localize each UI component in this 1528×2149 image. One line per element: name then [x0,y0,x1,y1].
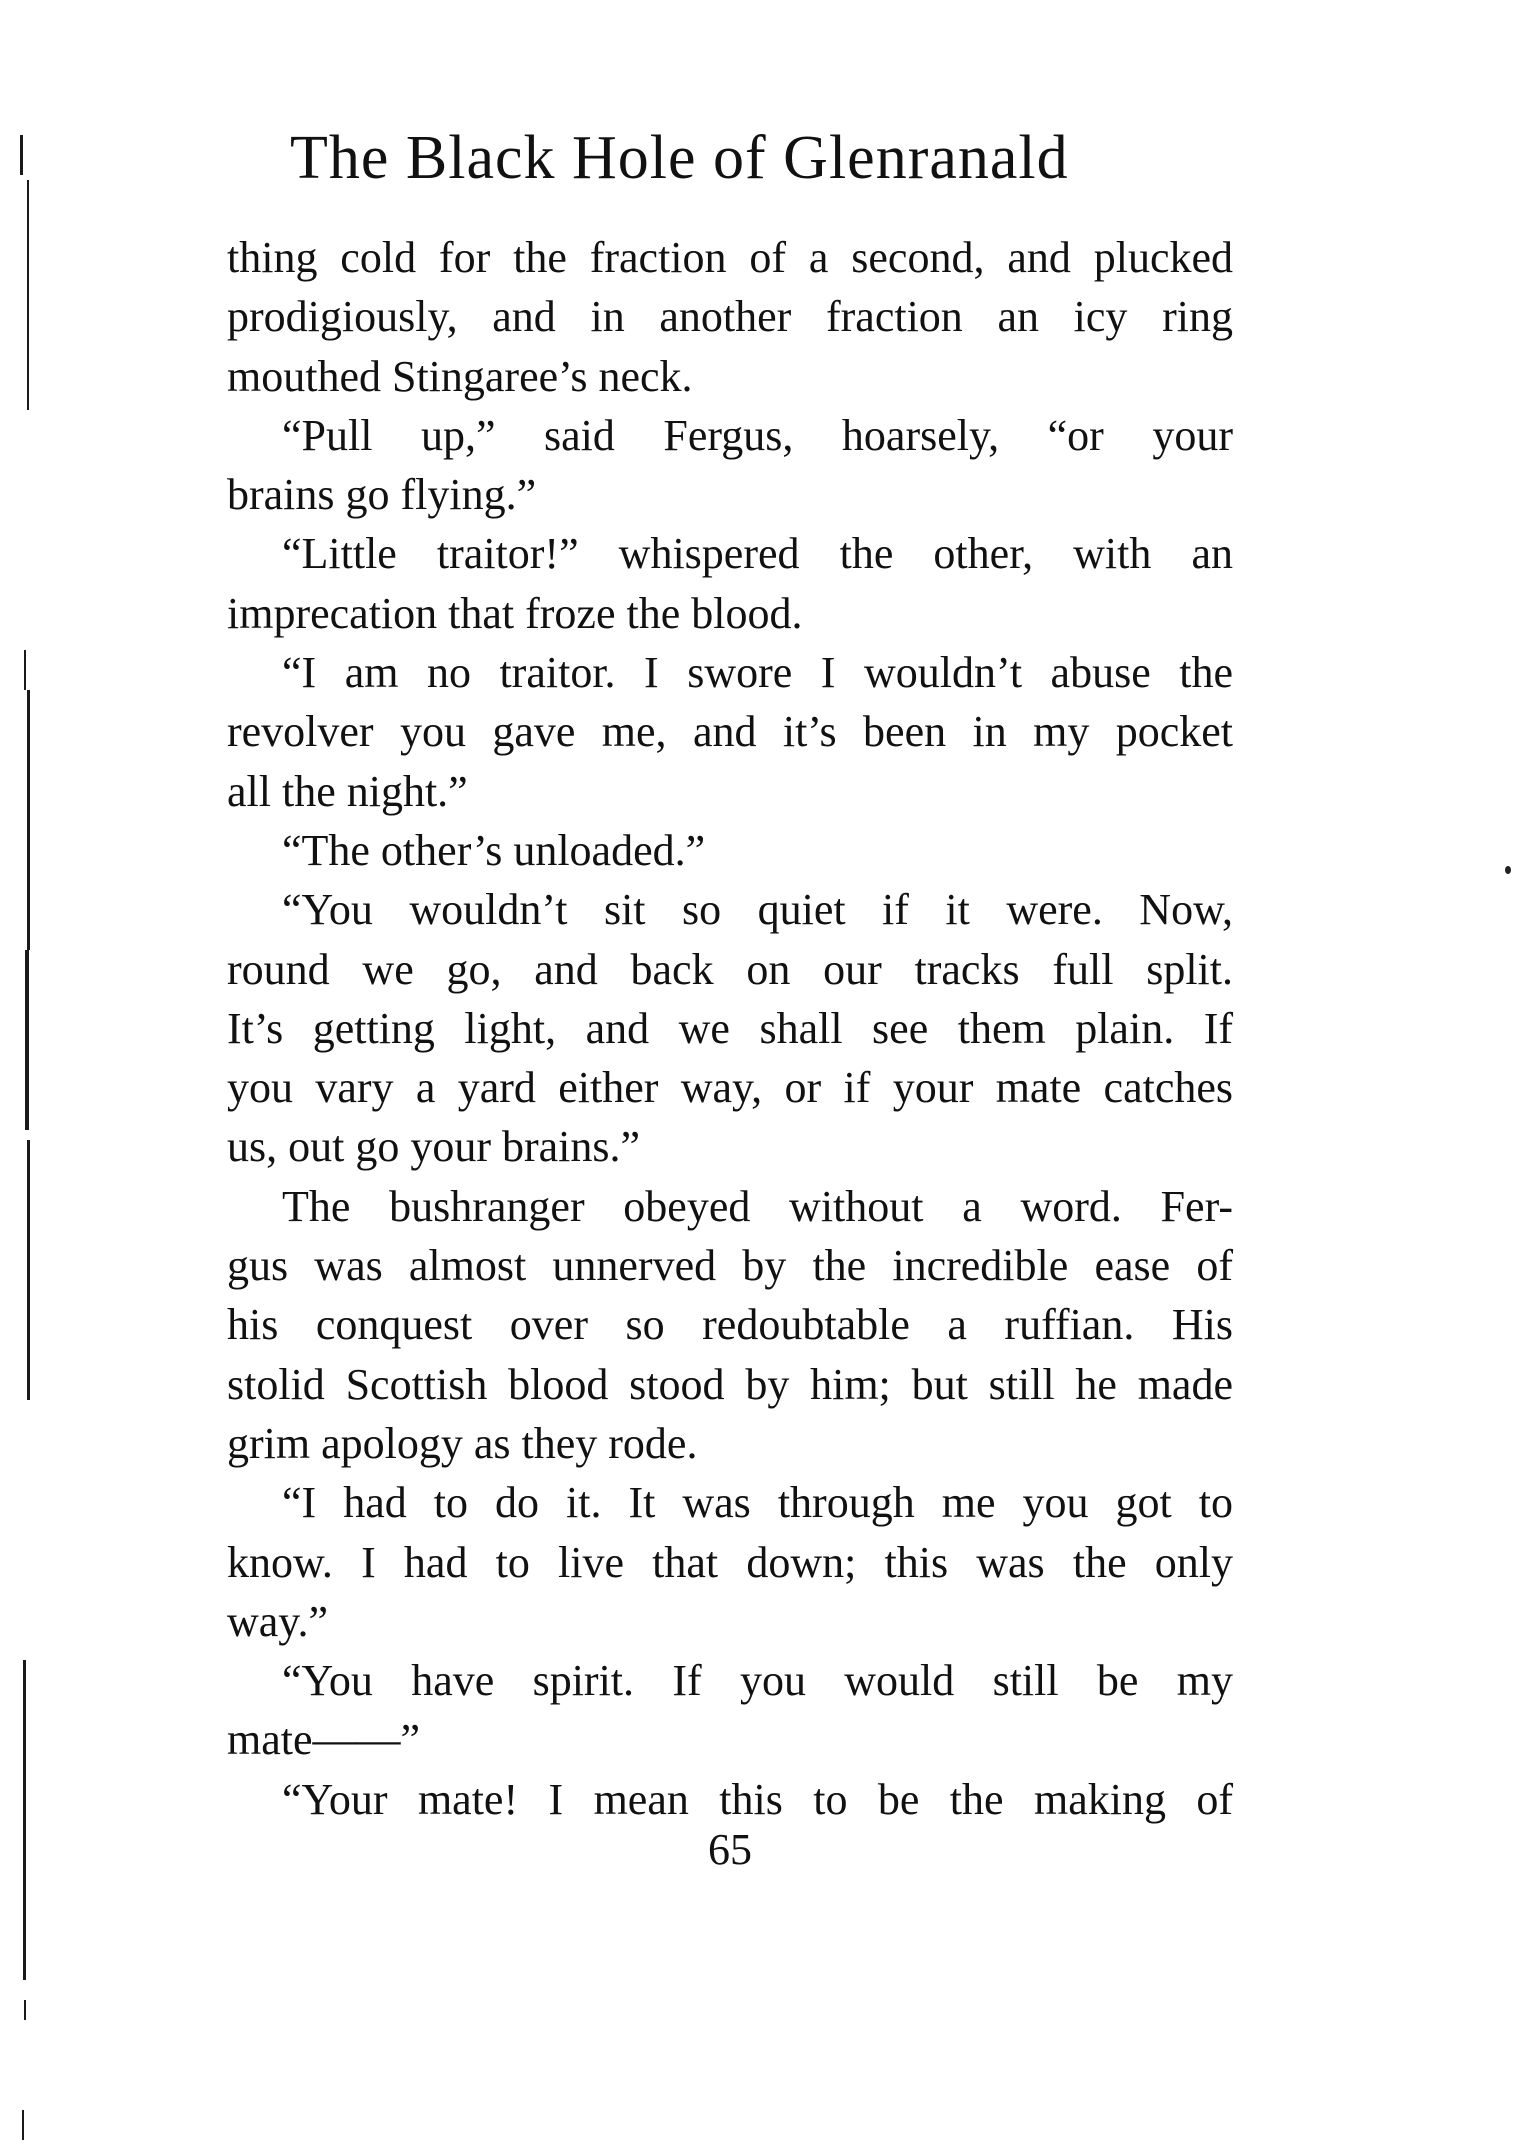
gutter-mark [25,950,29,1130]
text-line: way.” [227,1596,328,1646]
gutter-mark [27,180,29,410]
text-line: thing cold for the fraction of a second, and plucked [227,233,1233,282]
text-line: imprecation that froze the blood. [227,588,803,638]
text-line: “The other’s unloaded.” [282,825,706,875]
page-number: 65 [708,1825,752,1874]
text-line: The bushranger obeyed without a word. Fer- [282,1181,1233,1231]
text-line: mate——” [227,1715,421,1765]
text-line: “I had to do it. It was through me you got to [282,1478,1233,1528]
text-line: prodigiously, and in another fraction an icy ring [227,292,1233,342]
running-head: The Black Hole of Glenranald [290,124,1069,192]
gutter-mark [27,690,30,950]
gutter-mark [24,650,26,690]
text-line: “You wouldn’t sit so quiet if it were. Now, [282,885,1233,935]
gutter-mark [24,2000,26,2020]
text-line: mouthed Stingaree’s neck. [227,351,693,401]
text-line: know. I had to live that down; this was the only [227,1537,1233,1587]
text-line: brains go flying.” [227,470,537,520]
gutter-mark [20,135,23,175]
text-line: “Pull up,” said Fergus, hoarsely, “or your [282,410,1233,460]
scan-speck [1505,866,1511,874]
text-line: gus was almost unnerved by the incredible ease of [227,1241,1233,1291]
text-line: revolver you gave me, and it’s been in my pocket [227,707,1233,757]
gutter-mark [22,2110,24,2140]
text-line: “You have spirit. If you would still be my [282,1656,1233,1706]
text-line: grim apology as they rode. [227,1418,698,1468]
body-text [227,228,1233,1829]
text-line: round we go, and back on our tracks full split. [227,944,1233,994]
text-line: “Your mate! I mean this to be the making of [282,1774,1233,1824]
text-line: us, out go your brains.” [227,1122,641,1172]
text-line: “I am no traitor. I swore I wouldn’t abuse the [282,648,1233,698]
text-line: you vary a yard either way, or if your mate catches [227,1063,1233,1113]
text-line: “Little traitor!” whispered the other, with an [282,529,1233,579]
text-line: his conquest over so redoubtable a ruffian. His [227,1300,1233,1350]
gutter-mark [27,1140,30,1400]
text-line: It’s getting light, and we shall see them plain. If [227,1003,1233,1053]
text-line: all the night.” [227,766,468,816]
text-line: stolid Scottish blood stood by him; but still he made [227,1359,1233,1409]
gutter-mark [23,1660,26,1980]
